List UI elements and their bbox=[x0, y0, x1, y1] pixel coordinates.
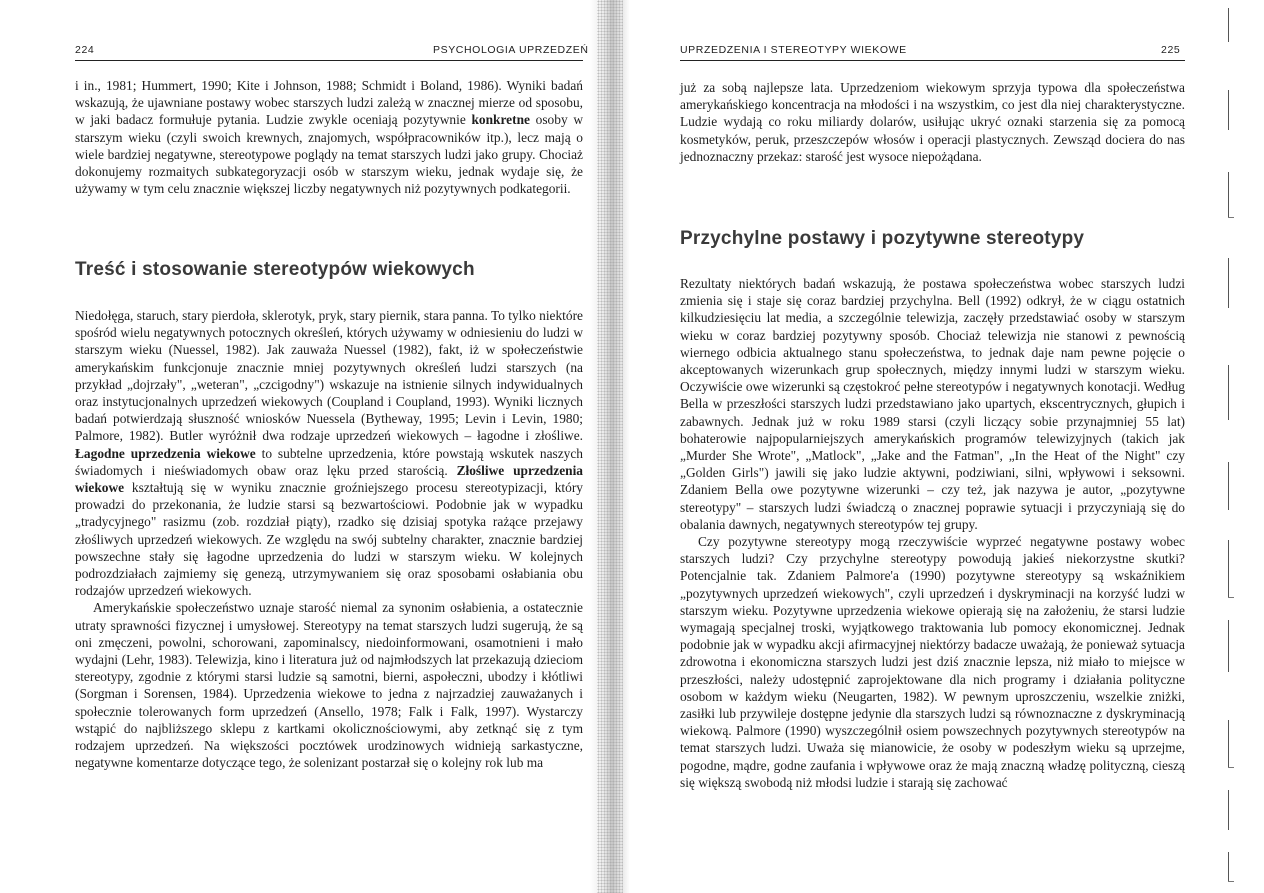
scan-edge-mark bbox=[1228, 790, 1239, 830]
text-run: Niedołęga, staruch, stary pierdoła, sklerotyk, pryk, stary piernik, stara panna. To tylko niektóre spośród wielu negatywnych potocznych określeń, których używamy w odniesieniu do ludzi w starszym wieku (Nuessel, 1982). Jak zauważa Nuessel (1982), fakt, iż w społeczeństwie amerykańskim funkcjonuje znacznie mniej pozytywnych określeń ludzi starszych (na przykład „dojrzały", „weteran", „czcigodny") wskazuje na istnienie silnych indywidualnych oraz instytucjonalnych uprzedzeń wiekowych (Coupland i Coupland, 1993). Wyniki licznych badań potwierdzają słuszność wniosków Nuessela (Bytheway, 1995; Levin i Levin, 1980; Palmore, 1982). Butler wyróżnił dwa rodzaje uprzedzeń wiekowych – łagodne i złośliwe. bbox=[75, 308, 583, 444]
scan-edge-mark bbox=[1228, 720, 1239, 768]
scan-edge-mark bbox=[1228, 172, 1239, 218]
page-number-left: 224 bbox=[75, 44, 95, 56]
intro-paragraph-left bbox=[75, 77, 583, 197]
scan-edge-mark bbox=[1228, 852, 1239, 882]
paragraph: Rezultaty niektórych badań wskazują, że postawa społeczeństwa wobec starszych ludzi zmienia się i staje się coraz bardziej przychylna. Bell (1992) odkrył, że w ciągu ostatnich kilkudziesięciu lat media, a szczególnie telewizja, zaczęły przedstawiać osoby w starszym wieku w coraz bardziej pozytywny sposób. Chociaż telewizja nie stanowi z pewnością wiernego odbicia aktualnego stanu społeczeństwa, to jednak daje nam pewne pojęcie o akceptowanych wizerunkach grup społecznych, między innymi ludzi w starszym wieku. Oczywiście owe wizerunki są częstokroć pełne stereotypów i negatywnych konotacji. Według Bella w przeszłości starszych ludzi przedstawiano jako upartych, ekscentrycznych, głupich i zabawnych. Jednak już w roku 1989 starsi (czyli liczący sobie przynajmniej 55 lat) bohaterowie najpopularniejszych amerykańskich programów telewizyjnych (takich jak „Murder She Wrote", „Matlock", „Jake and the Fatman", „In the Heat of the Night" czy „Golden Girls") jawili się jako ludzie aktywni, podziwiani, silni, wpływowi i seksowni. Zdaniem Bella owe pozytywne wizerunki – czy też, jak nazywa je autor, „pozytywne stereotypy" – starszych ludzi świadczą o znacznej poprawie sytuacji i przyczyniają się do obalania dawnych, negatywnych stereotypów tej grupy. bbox=[680, 276, 1185, 532]
paragraph: Amerykańskie społeczeństwo uznaje starość niemal za synonim osłabienia, a ostatecznie utraty sprawności fizycznej i umysłowej. Stereotypy na temat starszych ludzi sugerują, że są oni zmęczeni, powolni, schorowani, zapominalscy, niedoinformowani, osamotnieni i mało wydajni (Lehr, 1983). Telewizja, kino i literatura już od najmłodszych lat przekazują dzieciom stereotypy, zgodnie z którymi starsi ludzie są samotni, bierni, aspołeczni, ubodzy i kłótliwi (Sorgman i Sorensen, 1984). Uprzedzenia wiekowe to jedna z najrzadziej zauważanych i społecznie tolerowanych form uprzedzeń (Ansello, 1978; Falk i Falk, 1997). Wystarczy wstąpić do najbliższego sklepu z kartkami okolicznościowymi, aby zetknąć się z tym rodzajem uprzedzeń. Na większości pocztówek urodzinowych widnieją sarkastyczne, negatywne komentarze dotyczące tego, że solenizant postarzał się o kolejny rok lub ma bbox=[75, 600, 583, 771]
paragraph: już za sobą najlepsze lata. Uprzedzeniom wiekowym sprzyja typowa dla społeczeństwa amerykańskiego koncentracja na młodości i na wszystkim, co jest dla niej charakterystyczne. Ludzie wydają co roku miliardy dolarów, usiłując ukryć oznaki starzenia się za pomocą kosmetyków, peruk, przeszczepów włosów i operacji plastycznych. Zewsząd dociera do nas jednoznaczny przekaz: starość jest wysoce niepożądana. bbox=[680, 80, 1185, 164]
bold-term: konkretne bbox=[471, 112, 530, 128]
scan-edge-mark bbox=[1228, 365, 1239, 420]
bold-term: Łagodne uprzedzenia wiekowe bbox=[75, 445, 256, 461]
bold-term: Złośliwe uprzedzenia wiekowe bbox=[75, 462, 583, 496]
paragraph: Czy pozytywne stereotypy mogą rzeczywiście wyprzeć negatywne postawy wobec starszych ludzi? Czy przychylne stereotypy powodują jakieś niekorzystne skutki? Potencjalnie tak. Zdaniem Palmore'a (1990) pozytywne stereotypy są wskaźnikiem „pozytywnych uprzedzeń wiekowych", czyli uprzedzeń i dyskryminacji na korzyść ludzi w starszym wieku. Pozytywne uprzedzenia wiekowe opierają się na założeniu, że starsi ludzie wymagają specjalnej troski, wyjątkowego traktowania lub pomocy ekonomicznej. Jednak podobnie jak w wypadku akcji afirmacyjnej niektórzy badacze uważają, że ponieważ sytuacja zdrowotna i ekonomiczna starszych ludzi jest dziś znacznie lepsza, niż miało to miejsce w przeszłości, należy udostępnić zaprojektowane dla nich programy i działania polityczne osobom w każdym wieku (Neugarten, 1982). W pewnym uproszczeniu, wszelkie zniżki, zasiłki lub przywileje dostępne jedynie dla starszych ludzi są równoznaczne z dyskryminacją wiekową. Palmore (1990) wyszczególnił osiem powszechnych pozytywnych stereotypów na temat starszych ludzi. Uważa się mianowicie, że osoby w podeszłym wieku są uprzejme, pogodne, mądre, godne zaufania i wpływowe oraz że mają znaczną władzę polityczną, cieszą się większą swobodą niż młodsi ludzie i starają się zachować bbox=[680, 534, 1185, 790]
scan-edge-mark bbox=[1228, 90, 1239, 130]
scan-edge-mark bbox=[1228, 620, 1239, 672]
header-rule-left bbox=[75, 60, 583, 61]
running-head-right: UPRZEDZENIA I STEREOTYPY WIEKOWE bbox=[680, 44, 907, 56]
scan-edge-mark bbox=[1228, 462, 1239, 510]
right-page bbox=[625, 0, 1185, 893]
left-page bbox=[0, 0, 610, 893]
main-text-left bbox=[75, 307, 583, 771]
section-heading-right: Przychylne postawy i pozytywne stereotypy bbox=[680, 228, 1085, 249]
text-run: osoby w starszym wieku (czyli swoich krewnych, znajomych, współpracowników itp.), lecz mają o wiele bardziej negatywne, stereotypowe poglądy na temat starszych ludzi jako grupy. Chociaż dokonujemy rozmaitych subkategoryzacji osób w starszym wieku, jednak wydaje się, że używamy w tym celu znacznie większej liczby negatywnych niż pozytywnych podkategorii. bbox=[75, 112, 583, 197]
intro-paragraph-right bbox=[680, 79, 1185, 165]
scan-edge-mark bbox=[1228, 258, 1239, 308]
scan-edge-mark bbox=[1228, 8, 1239, 42]
text-run: to subtelne uprzedzenia, które powstają wskutek naszych świadomych i nieświadomych obaw oraz lęku przed starością. bbox=[75, 445, 583, 478]
scan-edge-mark bbox=[1228, 540, 1239, 598]
header-rule-right bbox=[680, 60, 1185, 61]
section-heading-left: Treść i stosowanie stereotypów wiekowych bbox=[75, 259, 475, 280]
paragraph bbox=[75, 307, 583, 599]
page-number-right: 225 bbox=[1161, 44, 1181, 56]
text-run: kształtują się w wyniku znacznie groźniejszego procesu stereotypizacji, który prowadzi do przekonania, że ludzie starsi są bezwartościowi. Podobnie jak w wypadku „tradycyjnego" rasizmu (zob. rozdział piąty), rzadko się dzisiaj spotyka rażące przejawy złośliwych uprzedzeń wiekowych. Ze względu na swój subtelny charakter, znacznie bardziej powszechne stały się łagodne uprzedzenia do ludzi w starszym wieku. W kolejnych podrozdziałach zajmiemy się genezą, utrzymywaniem się oraz sposobami osłabiania obu rodzajów uprzedzeń wiekowych. bbox=[75, 480, 583, 599]
text-run: i in., 1981; Hummert, 1990; Kite i Johnson, 1988; Schmidt i Boland, 1986). Wyniki badań wskazują, że ujawniane postawy wobec starszych ludzi zależą w znacznej mierze od sposobu, w jaki badacz formułuje pytania. Ludzie zwykle oceniają pozytywnie bbox=[75, 78, 583, 128]
main-text-right bbox=[680, 275, 1185, 791]
paragraph bbox=[75, 77, 583, 197]
running-head-left: PSYCHOLOGIA UPRZEDZEŃ bbox=[433, 44, 589, 56]
